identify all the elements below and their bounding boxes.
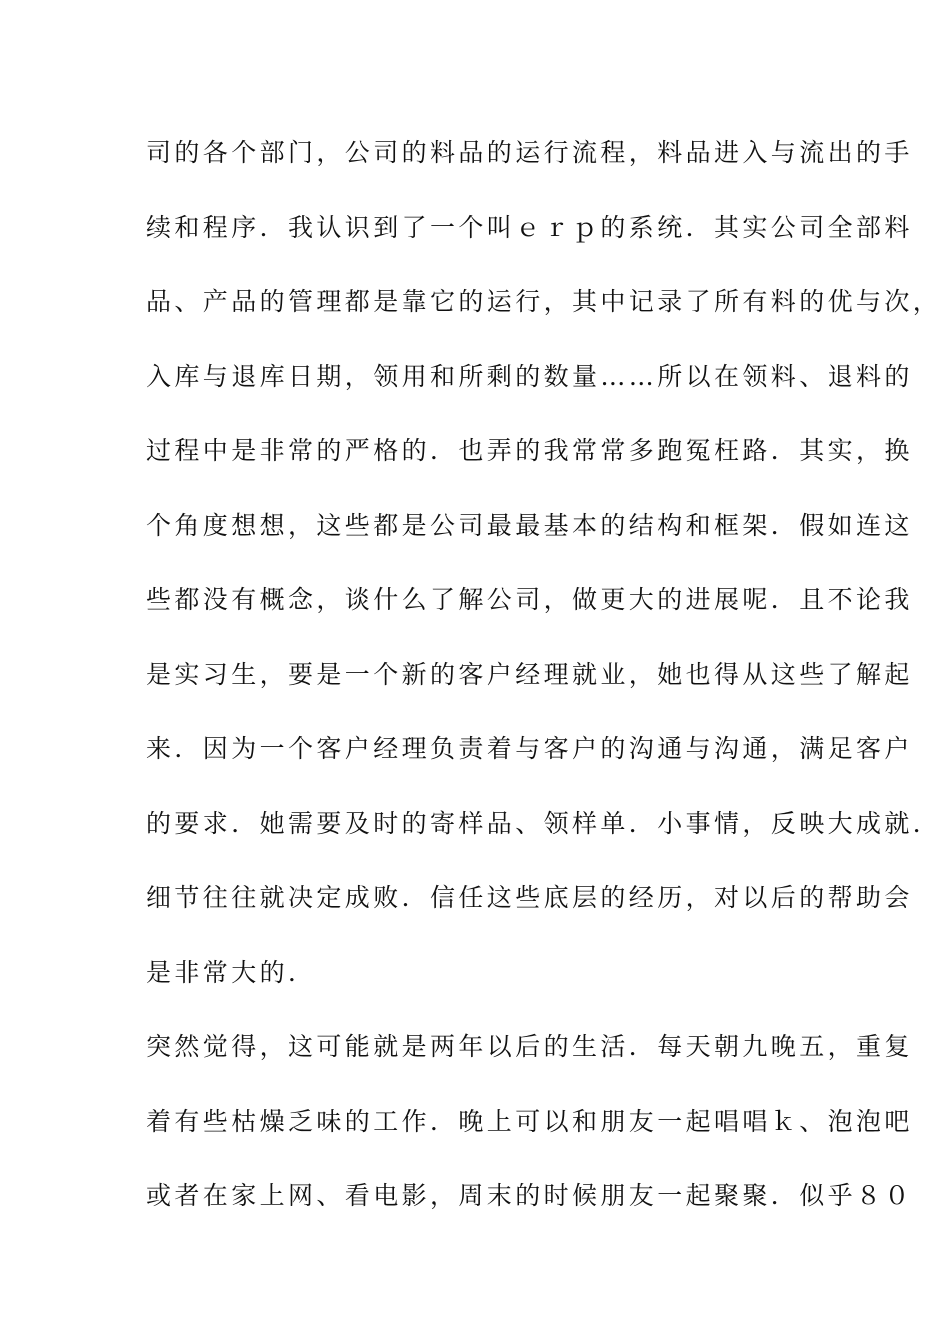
text-line: 或者在家上网、看电影，周末的时候朋友一起聚聚．似乎８０ (146, 1181, 913, 1210)
text-line: 着有些枯燥乏味的工作．晚上可以和朋友一起唱唱ｋ、泡泡吧 (146, 1106, 913, 1136)
text-line: 些都没有概念，谈什么了解公司，做更大的进展呢．且不论我 (146, 585, 913, 614)
text-line: 品、产品的管理都是靠它的运行，其中记录了所有料的优与次， (146, 287, 942, 316)
body-text (146, 133, 942, 1251)
text-line: 细节往往就决定成败．信任这些底层的经历，对以后的帮助会 (146, 883, 913, 912)
text-line: 续和程序．我认识到了一个叫ｅｒｐ的系统．其实公司全部料 (146, 212, 913, 242)
text-line: 司的各个部门，公司的料品的运行流程，料品进入与流出的手 (146, 138, 913, 167)
text-line: 突然觉得，这可能就是两年以后的生活．每天朝九晚五，重复 (146, 1032, 913, 1061)
text-line: 个角度想想，这些都是公司最最基本的结构和框架．假如连这 (146, 510, 913, 540)
text-line: 是实习生，要是一个新的客户经理就业，她也得从这些了解起 (146, 659, 913, 689)
text-line: 是非常大的． (146, 957, 317, 987)
text-line: 来．因为一个客户经理负责着与客户的沟通与沟通，满足客户 (146, 734, 913, 763)
text-line: 入库与退库日期，领用和所剩的数量……所以在领料、退料的 (146, 361, 913, 391)
text-line: 过程中是非常的严格的．也弄的我常常多跑冤枉路．其实，换 (146, 436, 913, 465)
text-line: 的要求．她需要及时的寄样品、领样单．小事情，反映大成就． (146, 808, 942, 838)
